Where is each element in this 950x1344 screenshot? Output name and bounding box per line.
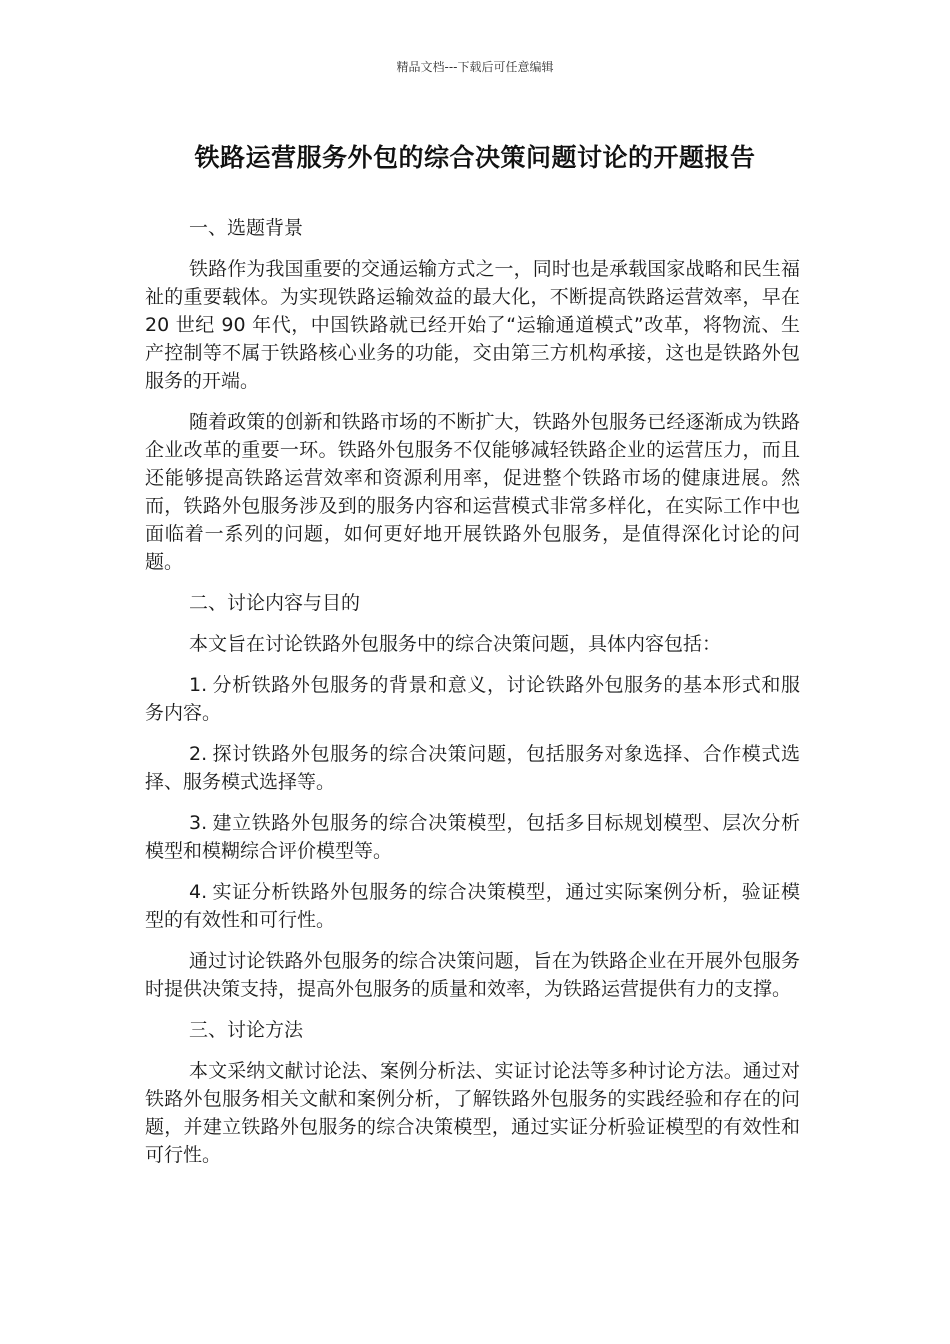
list-item-text: 建立铁路外包服务的综合决策模型，包括多目标规划模型、层次分析模型和模糊综合评价模型等。	[145, 812, 800, 862]
list-item-number: 2.	[189, 743, 208, 765]
list-item-number: 3.	[189, 812, 208, 834]
paragraph: 通过讨论铁路外包服务的综合决策问题，旨在为铁路企业在开展外包服务时提供决策支持，提高外包服务的质量和效率，为铁路运营提供有力的支撑。	[145, 950, 800, 1000]
page-title: 铁路运营服务外包的综合决策问题讨论的开题报告	[194, 143, 756, 172]
paragraph: 随着政策的创新和铁路市场的不断扩大，铁路外包服务已经逐渐成为铁路企业改革的重要一环。铁路外包服务不仅能够减轻铁路企业的运营压力，而且还能够提高铁路运营效率和资源利用率，促进整个铁路市场的健康进展。然而，铁路外包服务涉及到的服务内容和运营模式非常多样化，在实际工作中也面临着一系列的问题，如何更好地开展铁路外包服务，是值得深化讨论的问题。	[145, 411, 800, 573]
list-item	[145, 671, 800, 727]
list-item	[145, 809, 800, 865]
page-header: 精品文档---下载后可任意编辑	[396, 60, 554, 74]
document-body	[145, 214, 800, 1182]
paragraph: 本文采纳文献讨论法、案例分析法、实证讨论法等多种讨论方法。通过对铁路外包服务相关文献和案例分析，了解铁路外包服务的实践经验和存在的问题，并建立铁路外包服务的综合决策模型，通过实证分析验证模型的有效性和可行性。	[145, 1060, 800, 1166]
list-item-text: 探讨铁路外包服务的综合决策问题，包括服务对象选择、合作模式选择、服务模式选择等。	[145, 743, 800, 793]
section-heading-method: 三、讨论方法	[189, 1019, 304, 1041]
list-item-number: 4.	[189, 881, 208, 903]
list-item-number: 1.	[189, 674, 208, 696]
list-item-text: 分析铁路外包服务的背景和意义，讨论铁路外包服务的基本形式和服务内容。	[145, 674, 800, 724]
section-heading-content: 二、讨论内容与目的	[189, 592, 361, 614]
list-item-text: 实证分析铁路外包服务的综合决策模型，通过实际案例分析，验证模型的有效性和可行性。	[145, 881, 800, 931]
section-heading-background: 一、选题背景	[189, 217, 304, 239]
list-item	[145, 740, 800, 796]
paragraph: 铁路作为我国重要的交通运输方式之一，同时也是承载国家战略和民生福祉的重要载体。为实现铁路运输效益的最大化，不断提高铁路运营效率，早在 20 世纪 90 年代，中国铁路就已经开始了“运输通道模式”改革，将物流、生产控制等不属于铁路核心业务的功能，交由第三方机构承接，这也是铁路外包服务的开端。	[145, 258, 800, 392]
paragraph: 本文旨在讨论铁路外包服务中的综合决策问题，具体内容包括：	[189, 633, 722, 655]
list-item	[145, 878, 800, 934]
